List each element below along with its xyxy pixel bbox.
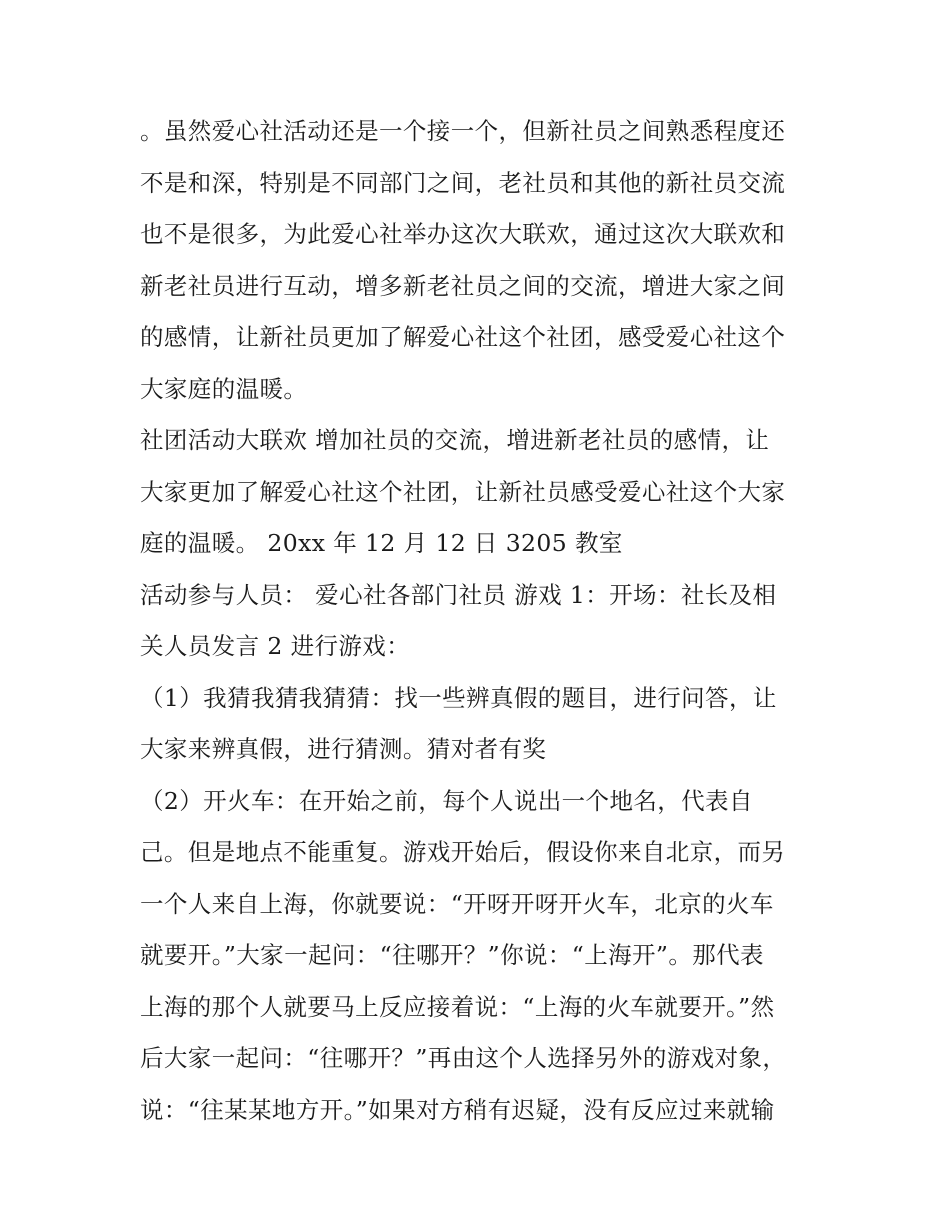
text-line: （2）开火车：在开始之前，每个人说出一个地名，代表自: [140, 786, 753, 815]
text-line: 大家更加了解爱心社这个社团，让新社员感受爱心社这个大家: [140, 477, 786, 506]
text-line: 活动参与人员： 爱心社各部门社员 游戏 1：开场：社长及相: [140, 580, 777, 609]
document-body: [140, 106, 820, 1136]
text-line: 己。但是地点不能重复。游戏开始后，假设你来自北京，而另: [140, 838, 786, 866]
text-line: 大家来辨真假，进行猜测。猜对者有奖: [140, 735, 547, 763]
text-line: 社团活动大联欢 增加社员的交流，增进新老社员的感情，让: [140, 426, 770, 454]
text-line: 庭的温暖。 20xx 年 12 月 12 日 3205 教室: [140, 529, 623, 557]
text-line: 新老社员进行互动，增多新老社员之间的交流，增进大家之间: [140, 271, 786, 300]
text-line: 就要开。”大家一起问：“往哪开？”你说：“上海开”。那代表: [140, 941, 764, 969]
text-line: 的感情，让新社员更加了解爱心社这个社团，感受爱心社这个: [140, 323, 786, 351]
text-line: 关人员发言 2 进行游戏：: [140, 632, 411, 660]
text-line: 后大家一起问：“往哪开？”再由这个人选择另外的游戏对象，: [140, 1044, 787, 1072]
text-line: 大家庭的温暖。: [140, 374, 308, 403]
text-line: （1）我猜我猜我猜猜：找一些辨真假的题目，进行问答，让: [140, 683, 777, 712]
text-line: 上海的那个人就要马上反应接着说：“上海的火车就要开。”然: [140, 992, 775, 1021]
text-line: 说：“往某某地方开。”如果对方稍有迟疑，没有反应过来就输: [140, 1095, 775, 1124]
text-line: 一个人来自上海，你就要说：“开呀开呀开火车，北京的火车: [140, 889, 774, 918]
text-line: 不是和深，特别是不同部门之间，老社员和其他的新社员交流: [140, 168, 786, 197]
text-line: 也不是很多，为此爱心社举办这次大联欢，通过这次大联欢和: [140, 220, 786, 248]
text-line: 。虽然爱心社活动还是一个接一个，但新社员之间熟悉程度还: [140, 117, 786, 145]
